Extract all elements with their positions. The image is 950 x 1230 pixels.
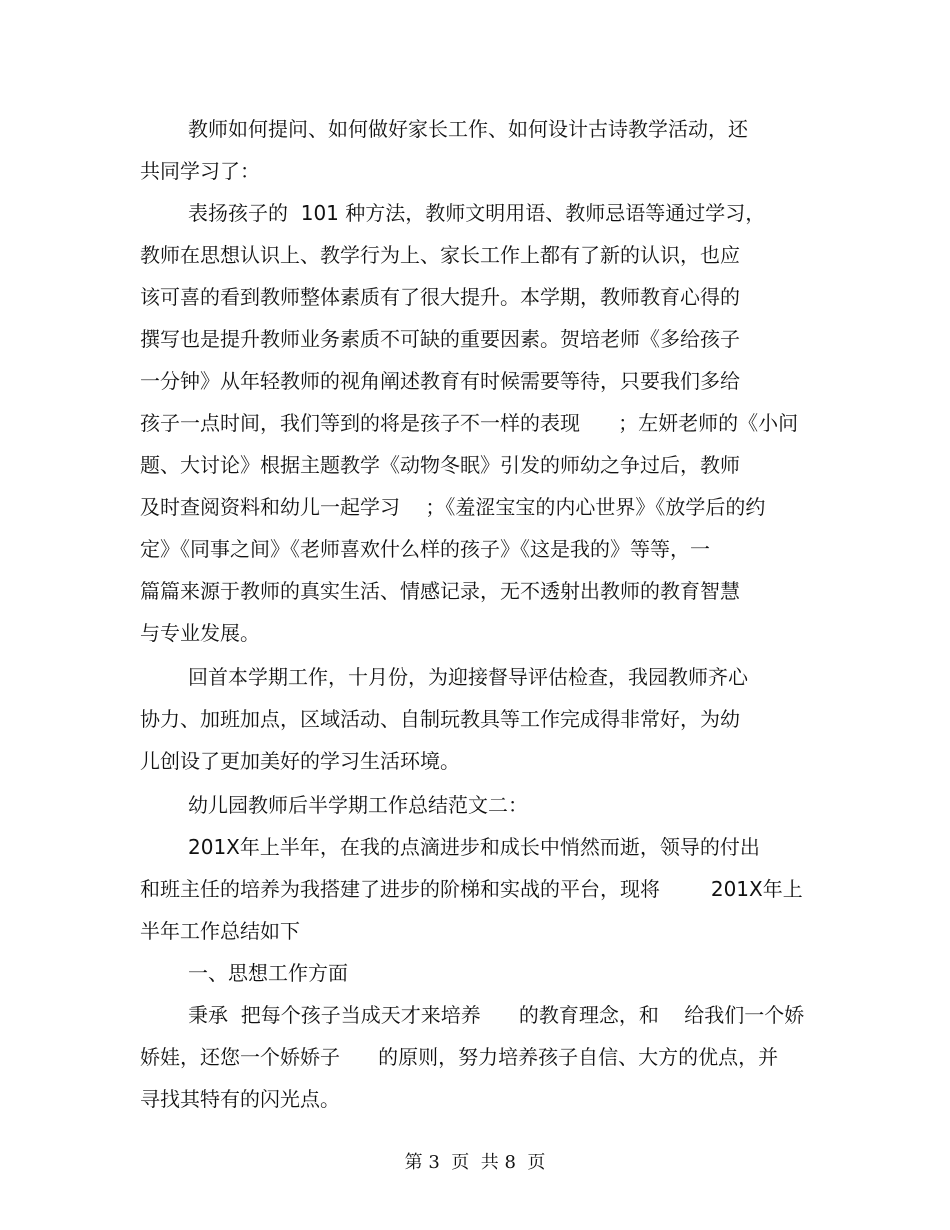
text-line: 题、大讨论》根据主题教学《动物冬眠》引发的师幼之争过后，教师 <box>140 453 740 477</box>
text-line: 及时查阅资料和幼儿一起学习 ；《羞涩宝宝的内心世界》《放学后的约 <box>140 495 766 519</box>
page-footer: 第 3 页 共 8 页 <box>404 1152 546 1173</box>
text-line: 半年工作总结如下 <box>140 919 300 943</box>
text-line: 201X年上半年，在我的点滴进步和成长中悄然而逝，领导的付出 <box>188 835 760 859</box>
text-line: 表扬孩子的 101 种方法，教师文明用语、教师忌语等通过学习， <box>188 201 766 225</box>
text-line: 寻找其特有的闪光点。 <box>140 1087 340 1111</box>
text-line: 儿创设了更加美好的学习生活环境。 <box>140 749 460 773</box>
text-line: 娇娃，还您一个娇娇子 的原则，努力培养孩子自信、大方的优点，并 <box>140 1045 779 1069</box>
text-line: 该可喜的看到教师整体素质有了很大提升。本学期，教师教育心得的 <box>140 285 740 309</box>
text-line: 篇篇来源于教师的真实生活、情感记录，无不透射出教师的教育智慧 <box>140 579 740 603</box>
text-line: 和班主任的培养为我搭建了进步的阶梯和实战的平台，现将 201X年上 <box>140 877 803 901</box>
section-heading: 一、思想工作方面 <box>188 961 348 985</box>
text-line: 秉承 把每个孩子当成天才来培养 的教育理念，和 给我们一个娇 <box>188 1003 805 1027</box>
text-line: 定》《同事之间》《老师喜欢什么样的孩子》《这是我的》等等，一 <box>140 537 710 561</box>
text-line: 共同学习了： <box>140 159 260 183</box>
text-line: 教师如何提问、如何做好家长工作、如何设计古诗教学活动，还 <box>188 117 748 141</box>
text-line: 撰写也是提升教师业务素质不可缺的重要因素。贺培老师《多给孩子 <box>140 327 740 351</box>
text-line: 与专业发展。 <box>140 621 260 645</box>
text-line: 协力、加班加点，区域活动、自制玩教具等工作完成得非常好，为幼 <box>140 707 740 731</box>
text-line: 教师在思想认识上、教学行为上、家长工作上都有了新的认识，也应 <box>140 243 740 267</box>
text-line: 孩子一点时间，我们等到的将是孩子不一样的表现 ；左妍老师的《小问 <box>140 411 799 435</box>
text-line: 一分钟》从年轻教师的视角阐述教育有时候需要等待，只要我们多给 <box>140 369 740 393</box>
text-line: 回首本学期工作，十月份，为迎接督导评估检查，我园教师齐心 <box>188 665 748 689</box>
section-heading: 幼儿园教师后半学期工作总结范文二： <box>188 793 528 817</box>
